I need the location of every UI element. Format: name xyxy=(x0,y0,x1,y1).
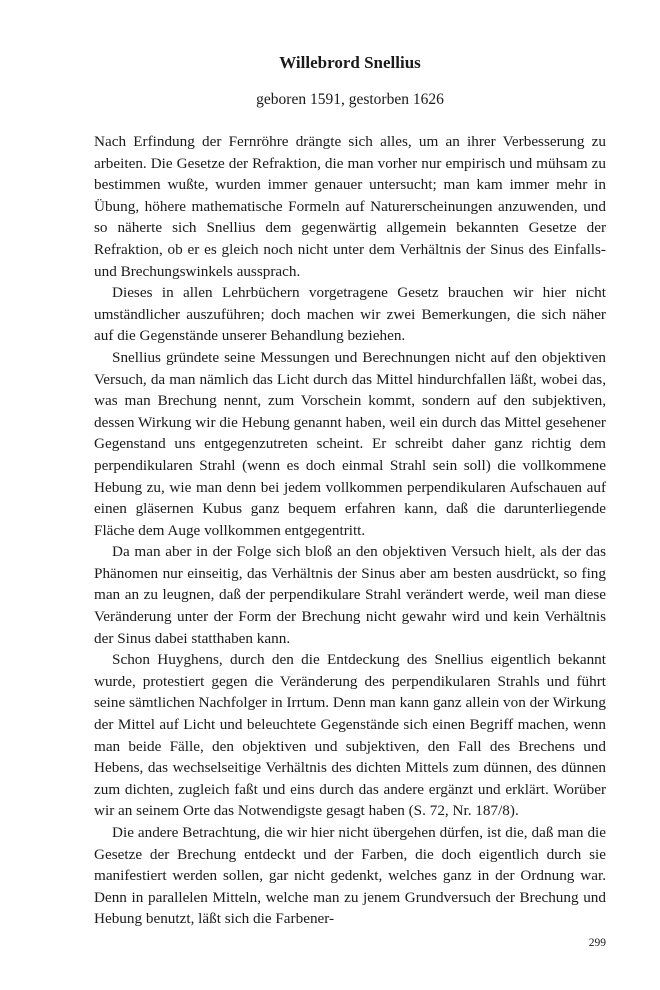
page-title: Willebrord Snellius xyxy=(279,53,421,72)
paragraph-5: Schon Huyghens, durch den die Entdeckung des Snellius eigentlich bekannt wurde, protestiert gegen die Veränderung des perpendikularen Strahls und führt seine sämtlichen Nachfolger in Irrtum. Denn man kann ganz allein von der Wirkung der Mittel auf Licht und beleuchtete Gegenstände sich einen Begriff machen, wenn man beide Fälle, den objektiven und subjektiven, den Fall des Brechens und Hebens, das wechselseitige Verhältnis des dichten Mittels zum dünnen, des dünnen zum dichten, zugleich faßt und eins durch das andere ergänzt und erklärt. Worüber wir an seinem Orte das Notwendigste gesagt haben (S. 72, Nr. 187/8). xyxy=(94,651,606,820)
body-text xyxy=(94,131,606,930)
paragraph-1: Nach Erfindung der Fernröhre drängte sich alles, um an ihrer Verbesserung zu arbeiten. Die Gesetze der Refraktion, die man vorher nur empirisch und mühsam zu bestimmen wußte, wurden immer genauer untersucht; man kam immer mehr in Übung, höhere mathematische Formeln auf Naturerscheinungen anzuwenden, und so näherte sich Snellius dem gegenwärtig allgemein bekannten Gesetze der Refraktion, ob er es gleich noch nicht unter dem Verhältnis der Sinus des Einfalls- und Brechungswinkels aussprach. xyxy=(94,133,606,280)
book-page xyxy=(94,52,606,962)
paragraph-4: Da man aber in der Folge sich bloß an den objektiven Versuch hielt, als der das Phänomen nur einseitig, das Verhältnis der Sinus aber am besten ausdrückt, so fing man an zu leugnen, daß der perpendikulare Strahl verändert werde, weil man diese Veränderung unter der Form der Brechung nicht gewahr wird und kein Verhältnis der Sinus dabei statthaben kann. xyxy=(94,543,606,647)
life-dates-subtitle: geboren 1591, gestorben 1626 xyxy=(256,91,444,108)
page-number: 299 xyxy=(588,937,606,949)
paragraph-2: Dieses in allen Lehrbüchern vorgetragene Gesetz brauchen wir hier nicht umständlicher auszuführen; doch machen wir zwei Bemerkungen, die sich näher auf die Gegenstände unserer Behandlung beziehen. xyxy=(94,284,606,345)
paragraph-3: Snellius gründete seine Messungen und Berechnungen nicht auf den objektiven Versuch, da man nämlich das Licht durch das Mittel hindurchfallen läßt, wobei das, was man Brechung nennt, zum Vorschein kommt, sondern auf den subjektiven, dessen Wirkung wir die Hebung genannt haben, weil ein durch das Mittel gesehener Gegenstand uns entgegenzutreten scheint. Er schreibt daher ganz richtig dem perpendikularen Strahl (wenn es doch einmal Strahl sein soll) die vollkommene Hebung zu, wie man denn bei jedem vollkommen perpendikularen Aufschauen auf einen gläsernen Kubus ganz bequem erfahren kann, daß die darunterliegende Fläche dem Auge vollkommen entgegentritt. xyxy=(94,348,606,539)
paragraph-6: Die andere Betrachtung, die wir hier nicht übergehen dürfen, ist die, daß man die Gesetze der Brechung entdeckt und der Farben, die doch eigentlich durch sie manifestiert werden sollen, gar nicht gedenkt, welches ganz in der Ordnung war. Denn in parallelen Mitteln, welche man zu jenem Grundversuch der Brechung und Hebung benutzt, läßt sich die Farbener- xyxy=(94,824,606,928)
